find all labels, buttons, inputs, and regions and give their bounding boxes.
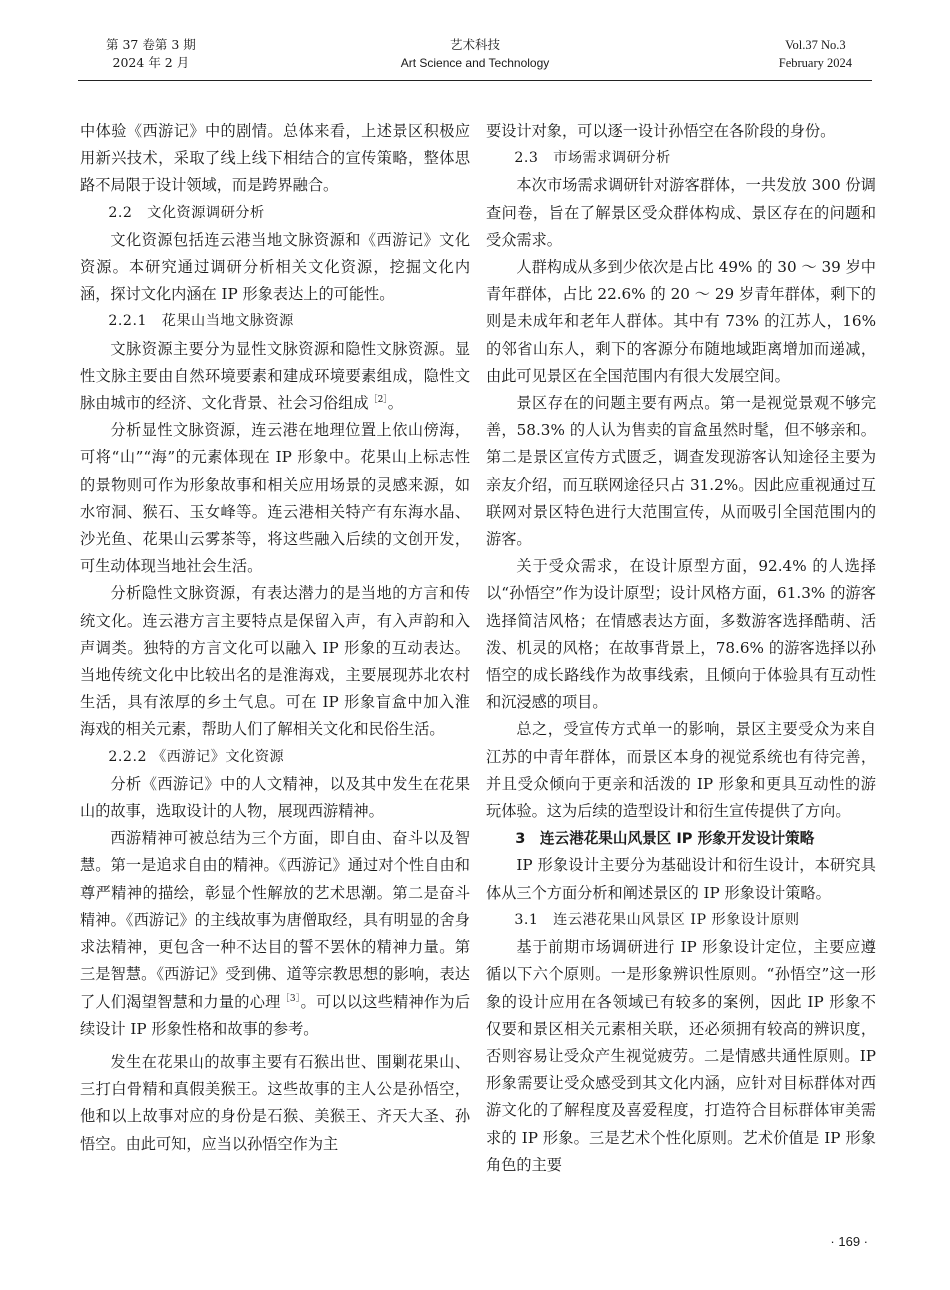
citation-ref: ［2］ [368, 394, 388, 405]
paragraph: 分析《西游记》中的人文精神，以及其中发生在花果山的故事，选取设计的人物，展现西游精神。 [80, 774, 470, 821]
volume-issue-line: 第 37 卷第 3 期 [106, 37, 196, 52]
paragraph: 人群构成从多到少依次是占比 49% 的 30 ～ 39 岁中青年群体，占比 22.6% 的 20 ～ 29 岁青年群体，剩下的则是未成年和老年人群体。其中有 73% 的江苏人，16% 的邻省山东人，剩下的客源分布随地域距离增加而递减，由此可见景区在全国范围内有很大发展空间。 [486, 258, 876, 385]
paragraph: 中体验《西游记》中的剧情。总体来看，上述景区积极应用新兴技术，采取了线上线下相结合的宣传策略，整体思路不局限于设计领域，而是跨界融合。 [80, 122, 470, 195]
section-heading-2-2-2: 2.2.2 《西游记》文化资源 [108, 748, 285, 765]
paragraph: 文化资源包括连云港当地文脉资源和《西游记》文化资源。本研究通过调研分析相关文化资源，挖掘文化内涵，探讨文化内涵在 IP 形象表达上的可能性。 [80, 230, 470, 304]
journal-title [78, 36, 872, 72]
paragraph: IP 形象设计主要分为基础设计和衍生设计，本研究具体从三个方面分析和阐述景区的 IP 形象设计策略。 [486, 856, 876, 902]
paragraph: 要设计对象，可以逐一设计孙悟空在各阶段的身份。 [486, 122, 836, 140]
paragraph: 本次市场需求调研针对游客群体，一共发放 300 份调查问卷，旨在了解景区受众群体构成、景区存在的问题和受众需求。 [486, 176, 876, 249]
paragraph: 关于受众需求，在设计原型方面，92.4% 的人选择以“孙悟空”作为设计原型；设计风格方面，61.3% 的游客选择简洁风格；在情感表达方面，多数游客选择酷萌、活泼、机灵的风格；在故事背景上，78.6% 的游客选择以孙悟空的成长路线作为故事线索，且倾向于体验具有互动性和沉浸感的项目。 [486, 557, 876, 712]
paragraph: 基于前期市场调研进行 IP 形象设计定位，主要应遵循以下六个原则。一是形象辨识性原则。“孙悟空”这一形象的设计应用在各领域已有较多的案例，因此 IP 形象不仅要和景区相关元素相关联，还必须拥有较高的辨识度，否则容易让受众产生视觉疲劳。二是情感共通性原则。IP 形象需要让受众感受到其文化内涵，应针对目标群体对西游文化的了解程度及喜爱程度，打造符合目标群体审美需求的 IP 形象。三是艺术个性化原则。艺术价值是 IP 形象角色的主要 [486, 938, 876, 1174]
paragraph-end: 。 [387, 394, 403, 413]
section-heading-3-1: 3.1 连云港花果山风景区 IP 形象设计原则 [514, 911, 800, 928]
paragraph: 分析显性文脉资源，连云港在地理位置上依山傍海，可将“山”“海”的元素体现在 IP 形象中。花果山上标志性的景物则可作为形象故事和相关应用场景的灵感来源，如水帘洞、猴石、玉女峰等。连云港相关特产有东海水晶、沙光鱼、花果山云雾茶等，将这些融入后续的文创开发，可生动体现当地社会生活。 [80, 421, 470, 576]
section-heading-3: 3 连云港花果山风景区 IP 形象开发设计策略 [515, 830, 815, 848]
paragraph: 景区存在的问题主要有两点。第一是视觉景观不够完善，58.3% 的人认为售卖的盲盒虽然时髦，但不够亲和。第二是景区宣传方式匮乏，调查发现游客认知途径主要为亲友介绍，而互联网途径只占 31.2%。因此应重视通过互联网对景区特色进行大范围宣传，从而吸引全国范围内的游客。 [486, 394, 876, 549]
publication-date-cn: 2024 年 2 月 [112, 55, 190, 70]
volume-issue-en-line: Vol.37 No.3 [785, 38, 846, 52]
page-number: · 169 · [830, 1234, 868, 1249]
running-header [78, 36, 872, 76]
journal-title-en: Art Science and Technology [400, 56, 550, 70]
header-rule [78, 80, 872, 81]
journal-title-cn: 艺术科技 [449, 37, 500, 52]
paragraph: 发生在花果山的故事主要有石猴出世、围剿花果山、三打白骨精和真假美猴王。这些故事的主人公是孙悟空，他和以上故事对应的身份是石猴、美猴王、齐天大圣、孙悟空。由此可知，应当以孙悟空作为主 [80, 1052, 470, 1153]
right-column [486, 118, 876, 1179]
section-heading-2-3: 2.3 市场需求调研分析 [514, 150, 671, 167]
paragraph-text: 西游精神可被总结为三个方面，即自由、奋斗以及智慧。第一是追求自由的精神。《西游记》通过对个性自由和尊严精神的描绘，彰显个性解放的艺术思潮。第二是奋斗精神。《西游记》的主线故事为唐僧取经，具有明显的舍身求法精神，更包含一种不达目的誓不罢休的精神力量。第三是智慧。《西游记》受到佛、道等宗教思想的影响，表达了人们渴望智慧和力量的心理 [80, 829, 470, 1011]
paragraph-text: 文脉资源主要分为显性文脉资源和隐性文脉资源。显性文脉主要由自然环境要素和建成环境要素组成，隐性文脉由城市的经济、文化背景、社会习俗组成 [80, 339, 470, 413]
volume-issue-en [779, 36, 852, 72]
paragraph-end: 。可以以这些精神作为后续设计 IP 形象性格和故事的参考。 [80, 992, 471, 1038]
paragraph: 分析隐性文脉资源，有表达潜力的是当地的方言和传统文化。连云港方言主要特点是保留入声，有入声韵和入声调类。独特的方言文化可以融入 IP 形象的互动表达。当地传统文化中比较出名的是淮海戏，主要展现苏北农村生活，具有浓厚的乡土气息。可在 IP 形象盲盒中加入淮海戏的相关元素，帮助人们了解相关文化和民俗生活。 [80, 584, 470, 739]
paragraph: 总之，受宣传方式单一的影响，景区主要受众为来自江苏的中青年群体，而景区本身的视觉系统也有待完善，并且受众倾向于更亲和活泼的 IP 形象和更具互动性的游玩体验。这为后续的造型设计和衍生宣传提供了方向。 [486, 720, 876, 821]
paragraph [80, 336, 470, 418]
paragraph [80, 825, 470, 1043]
section-heading-2-2-1: 2.2.1 花果山当地文脉资源 [108, 313, 294, 330]
citation-ref: ［3］ [280, 993, 301, 1004]
left-column [80, 118, 470, 1158]
section-heading-2-2: 2.2 文化资源调研分析 [108, 204, 265, 221]
publication-date-en: February 2024 [778, 56, 852, 70]
